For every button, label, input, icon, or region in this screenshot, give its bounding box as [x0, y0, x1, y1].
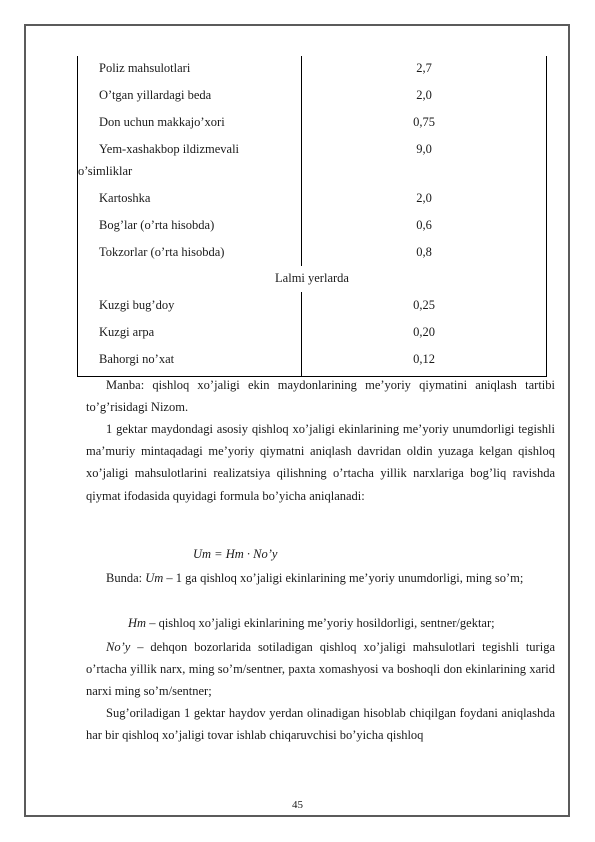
row-value: 0,20	[413, 325, 435, 339]
definition-hm: Hm – qishloq xo’jaligi ekinlarining me’yoriy hosildorligi, sentner/gektar;	[128, 616, 495, 630]
row-value: 9,0	[416, 142, 432, 156]
row-name: O’tgan yillardagi beda	[99, 88, 212, 102]
row-name: Kuzgi arpa	[99, 325, 155, 339]
source-note: Manba: qishloq xo’jaligi ekin maydonlarining me’yoriy qiymatini aniqlash tartibi to’g’risidagi Nizom.	[86, 378, 555, 415]
formula: Um = Hm · No’y	[193, 547, 278, 561]
definition-noy: No’y – dehqon bozorlarida sotiladigan qishloq xo’jaligi mahsulotlari tegishli turiga o’rtacha yillik narx, ming so’m/sentner, paxta xomashyosi va boshoqli don ekinlarining xarid narxi ming so’m/sentner;	[86, 640, 555, 699]
definition-um: Bunda: Um – 1 ga qishloq xo’jaligi ekinlarining me’yoriy unumdorligi, ming so’m;	[106, 571, 524, 585]
row-name: Yem-xashakbop ildizmevali	[99, 142, 240, 156]
row-value: 0,75	[413, 115, 435, 129]
row-name: Poliz mahsulotlari	[99, 61, 191, 75]
row-value: 2,7	[416, 61, 432, 75]
row-name: Tokzorlar (o’rta hisobda)	[99, 245, 225, 259]
row-name-continued: o’simliklar	[78, 164, 133, 178]
row-value: 2,0	[416, 191, 432, 205]
row-name: Kuzgi bug’doy	[99, 298, 175, 312]
table-right-border	[546, 56, 547, 376]
row-value: 0,6	[416, 218, 432, 232]
row-value: 0,25	[413, 298, 435, 312]
table-left-border	[77, 56, 78, 376]
page-number: 45	[292, 799, 303, 811]
row-value: 0,12	[413, 352, 435, 366]
row-name: Kartoshka	[99, 191, 151, 205]
row-name: Bahorgi no’xat	[99, 352, 175, 366]
row-name: Bog’lar (o’rta hisobda)	[99, 218, 215, 232]
row-name: Don uchun makkajo’xori	[99, 115, 225, 129]
body-paragraph: 1 gektar maydondagi asosiy qishloq xo’jaligi ekinlarining me’yoriy unumdorligi tegishli ma’muriy mintaqadagi me’yoriy qiymatni aniqlash davridan oldin yuzaga kelgan qishloq xo’jaligi mahsulotlarini realizatsiya qilishning o’rtacha yillik narxlariga bog’liq ravishda qiymat ifodasida quyidagi formula bo’yicha aniqlanadi:	[86, 422, 555, 503]
table-section-label: Lalmi yerlarda	[275, 271, 349, 285]
body-paragraph-last: Sug’oriladigan 1 gektar haydov yerdan olinadigan hisoblab chiqilgan foydani aniqlashda har bir qishloq xo’jaligi tovar ishlab chiqaruvchisi bo’yicha qishloq	[86, 706, 555, 743]
row-value: 0,8	[416, 245, 432, 259]
row-value: 2,0	[416, 88, 432, 102]
